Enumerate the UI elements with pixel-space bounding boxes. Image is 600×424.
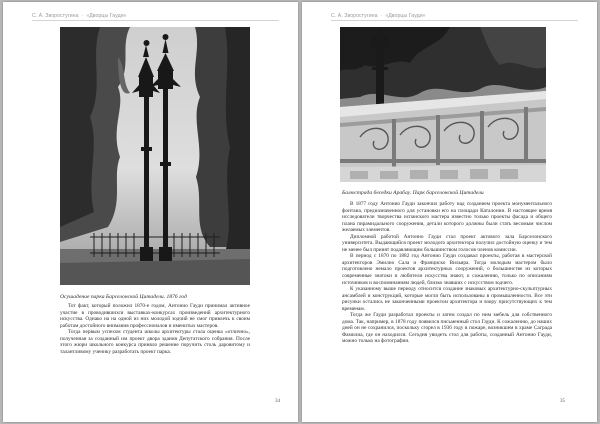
right-paragraph-3: В период с 1870 по 1882 год Антонио Гауди создавал проекты, работая в мастерской архитекторов Эмилио Сала и Франциско Вильяра. Тогда молодым мастером было подготовлено немало проектов архитектурных сооружений, о большинстве из которых современные знатоки и любители искусства знают, к сожалению, только по описаниям источников и воспоминаниям людей, близко знавших с искусством зодчего. <box>342 253 552 286</box>
left-body-text <box>60 303 250 355</box>
right-header-author: С. А. Зворостугина <box>331 13 378 19</box>
left-paragraph-2: Тогда первым успехом студента школы архитектуры стала оценка «отлично», полученная за созданный им проект двора здания Депутатского собрания. После этого жюри школьного конкурса приняло решение поручить столь даровитому и талантливому ученику разработать проект парка. <box>60 329 250 355</box>
left-header-rule <box>32 20 279 21</box>
left-header-author: С. А. Зворостугина <box>32 13 79 19</box>
right-paragraph-2: Дипломной работой Антонио Гауди стал проект актового зала Барселонского университета. Выдающийся проект молодого архитектора получил достойную оценку и тем не менее был принят подавляющим большинством голосов членов комиссии. <box>342 233 552 253</box>
right-page-number: 35 <box>560 399 565 404</box>
right-paragraph-1: В 1877 году Антонио Гауди закончил работу над созданием проекта монументального фонтана, предназначенного для установки его на площади Каталонии. В настоящее время исследователи творчества испанского мастера известно только проекты фасада и общего плана пирамидального сооружения, детали которого должны были стать весомым числом желаемых элементов. <box>342 201 552 234</box>
left-page-number: 34 <box>275 399 280 404</box>
left-photo-caption: Осушадение парка Барселонской Цитадели. 1876 год <box>60 294 187 300</box>
right-paragraph-5: Тогда же Гауди разработал проекты и затем создал по ним мебель для собственного дома. Так, например, в 1878 году появился письменный стол Гауди. К сожалению, до наших дней он не сохранился, поскольку сгорел в 1936 году в пожаре, возникшем в храме Саграда Фамилиа, где он находился. Сегодня увидеть стол для работы, созданный Антонио Гауди, можно только на фотографии. <box>342 312 552 345</box>
left-header-book: «Дворцы Гауди» <box>86 13 127 19</box>
right-photo-caption: Балюстрада беседки Арабау. Парк барселонской Цитадели <box>342 190 484 196</box>
left-page <box>3 2 298 422</box>
left-photo-lamp <box>60 27 250 285</box>
right-header-book: «Дворцы Гауди» <box>385 13 426 19</box>
right-page <box>302 2 597 422</box>
left-paragraph-1: Тот факт, который положил 1870-е годом, Антонио Гауди принимал активное участие в проводившихся выставках-конкурсах произведений архитектурного искусства. Однако на на одной из них молодой зодчий не смог привлечь к своим работам достойного внимания профессионалов и именитых мастеров. <box>60 303 250 329</box>
right-paragraph-4: К указанному выше периоду относится создание знаковых архитектурно-скульптурных ансамблей и конструкций, которые могли быть использованы в промышленности. Все эти рисунки остались не законченными проектом архитектора и взору присутствующих к тем временам. <box>342 286 552 312</box>
lamp-photo-image <box>60 27 250 285</box>
right-photo-balustrade <box>340 27 546 182</box>
right-header-rule <box>331 20 578 21</box>
right-body-text <box>342 201 552 345</box>
left-running-header: С. А. Зворостугина · «Дворцы Гауди» <box>32 13 127 19</box>
balustrade-photo-image <box>340 27 546 182</box>
right-running-header: С. А. Зворостугина · «Дворцы Гауди» <box>331 13 426 19</box>
